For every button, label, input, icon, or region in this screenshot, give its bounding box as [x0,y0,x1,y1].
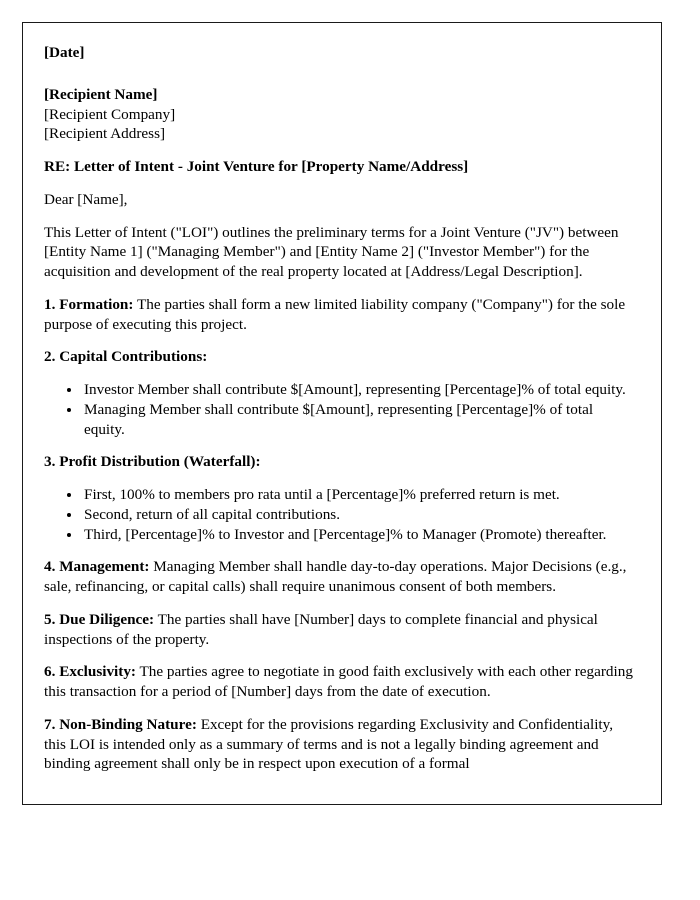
recipient-address-block [44,85,635,144]
date-placeholder: [Date] [44,44,85,61]
section-capital-contributions-heading: 2. Capital Contributions: [44,348,208,366]
section-exclusivity-label: 6. Exclusivity: [44,663,136,681]
section-exclusivity [44,662,635,702]
list-item: • First, 100% to members pro rata until a [Percentage]% preferred return is met. [82,485,635,505]
section-due-diligence-label: 5. Due Diligence: [44,610,155,628]
section-formation [44,295,635,335]
section-non-binding-nature-label: 7. Non-Binding Nature: [44,715,197,733]
list-item: • Second, return of all capital contributions. [82,505,635,525]
salutation: Dear [Name], [44,190,128,208]
section-non-binding-nature-body: Except for the provisions regarding Exclusivity and Confidentiality, this LOI is intended only as a summary of terms and is not a legally binding agreement and binding agreement shall only be in respect upon execution of a formal [44,715,614,773]
recipient-address: [Recipient Address] [44,125,166,143]
section-due-diligence-body: The parties shall have [Number] days to complete financial and physical inspections of the property. [44,610,598,648]
section-management-body: Managing Member shall handle day-to-day operations. Major Decisions (e.g., sale, refinancing, or capital calls) shall require unanimous consent of both members. [44,558,627,595]
section-management [44,557,635,597]
list-item: • Third, [Percentage]% to Investor and [Percentage]% to Manager (Promote) thereafter. [82,525,635,545]
document-body [23,23,661,774]
list-item: • Investor Member shall contribute $[Amount], representing [Percentage]% of total equity. [82,380,635,400]
list-item: • Managing Member shall contribute $[Amount], representing [Percentage]% of total equity. [82,400,635,440]
section-due-diligence [44,610,635,650]
section-formation-body: The parties shall form a new limited liability company ("Company") for the sole purpose of executing this project. [44,295,626,333]
section-formation-label: 1. Formation: [44,295,134,313]
subject-line: RE: Letter of Intent - Joint Venture for [Property Name/Address] [44,158,469,175]
section-exclusivity-body: The parties agree to negotiate in good faith exclusively with each other regarding this transaction for a period of [Number] days from the date of execution. [44,663,633,700]
document-page [22,22,662,805]
recipient-company: [Recipient Company] [44,105,176,123]
recipient-name: [Recipient Name] [44,85,158,103]
capital-contributions-list [44,380,635,439]
section-management-label: 4. Management: [44,558,150,576]
section-non-binding-nature [44,715,635,774]
intro-paragraph: This Letter of Intent ("LOI") outlines the preliminary terms for a Joint Venture ("JV") between [Entity Name 1] ("Managing Member") and [Entity Name 2] ("Investor Member") for the acquisition and development of the real property located at [Address/Legal Description]. [44,223,619,280]
section-profit-distribution-heading: 3. Profit Distribution (Waterfall): [44,453,261,471]
profit-distribution-list [44,485,635,544]
